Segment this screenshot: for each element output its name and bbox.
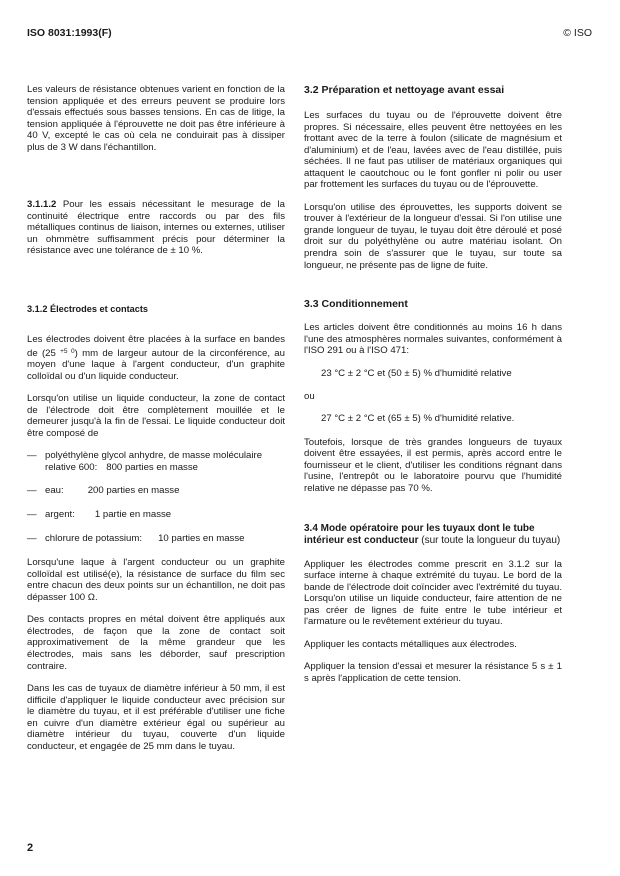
clause-number: 3.1.1.2: [27, 199, 57, 211]
diameter-paragraph: Dans les cas de tuyaux de diamètre inférieur à 50 mm, il est difficile d'appliquer le liquide conducteur avec précision sur le diamètre du tuyau, et il est préférable d'utiliser une fiche en cuivre d'un diamètre extérieur égal ou supérieur au diamètre intérieur du tuyau, couverte d'un liquide conducteur, et engagée de 25 mm dans le tuyau.: [27, 683, 285, 752]
lacquer-paragraph: Lorsqu'une laque à l'argent conducteur ou un graphite colloïdal est utilisé(e), la résistance de surface du film sec entre chacun des deux points sur un échantillon, ne doit pas dépasser 100 Ω.: [27, 557, 285, 603]
atmosphere-formula-1: 23 °C ± 2 °C et (50 ± 5) % d'humidité relative: [321, 367, 512, 379]
contacts-instruction: Appliquer les contacts métalliques aux électrodes.: [304, 638, 517, 650]
cleaning-paragraph: Les surfaces du tuyau ou de l'éprouvette doivent être propres. Si nécessaire, elles peuvent être nettoyées en les frottant avec de la terre à foulon (silicate de magnésium et d'aluminium) et de l'eau, lavées avec de l'eau distillée, puis séchées. Il ne faut pas utiliser de matériaux organiques qui attaquent le caoutchouc ou le font gonfler ni polir ou user par frottement les surfaces du tuyau ou de l'éprouvette.: [304, 110, 562, 191]
conditioning-paragraph: Les articles doivent être conditionnés au moins 16 h dans l'une des atmosphères normales suivantes, conformément à l'ISO 291 ou à l'ISO 471:: [304, 322, 562, 357]
standard-reference: ISO 8031:1993(F): [27, 27, 112, 39]
clause-3-1-1-2: [27, 199, 285, 257]
electrodes-paragraph: Les électrodes doivent être placées à la surface en bandes de (25 $^{+5 0}$) mm de largeur autour de la circonférence, au moyen d'une laque à l'argent conducteur, d'un graphite colloïdal ou d'un liquide conducteur.: [27, 334, 285, 382]
contacts-paragraph: Des contacts propres en métal doivent être appliqués aux électrodes, de façon que la zone de contact soit approximativement de la même grandeur que les électrodes, mais sans les déborder, sauf prescription contraire.: [27, 614, 285, 672]
list-item: — chlorure de potassium: 10 parties en masse: [27, 532, 245, 544]
page-number: 2: [27, 842, 34, 854]
left-column: [27, 84, 285, 752]
atmosphere-formula-2: 27 °C ± 2 °C et (65 ± 5) % d'humidité relative.: [321, 413, 515, 425]
section-heading-3-3: 3.3 Conditionnement: [304, 298, 408, 311]
liquid-paragraph: Lorsqu'on utilise un liquide conducteur, la zone de contact de l'électrode doit être complètement mouillée et le demeurer jusqu'à la fin de l'essai. Le liquide conducteur doit être composé de: [27, 393, 285, 439]
right-column: [304, 84, 562, 685]
large-lengths-paragraph: Toutefois, lorsque de très grandes longueurs de tuyaux doivent être essayées, il est permis, après accord entre le fournisseur et le client, d'utiliser les conditions régnant dans l'usine, l'entrepôt ou le laboratoire pourvu que l'humidité relative ne dépasse pas 70 %.: [304, 436, 562, 495]
section-heading-3-1-2: 3.1.2 Électrodes et contacts: [27, 304, 149, 315]
list-item: — eau: 200 parties en masse: [27, 485, 180, 497]
tolerance-superscript: +5 0: [60, 347, 75, 355]
section-heading-3-4: 3.4 Mode opératoire pour les tuyaux dont le tube intérieur est conducteur (sur toute la longueur du tuyau): [304, 522, 561, 547]
intro-paragraph: Les valeurs de résistance obtenues varient en fonction de la tension appliquée et des erreurs peuvent se produire lors d'essais effectués sous basses tensions. En cas de litige, la tension appliquée à l'éprouvette ne doit pas être inférieure à 40 V, excepté le cas où cela ne conduirait pas à dissiper plus de 3 W dans l'échantillon.: [27, 84, 285, 153]
list-item: — argent: 1 partie en masse: [27, 509, 172, 521]
clause-text: Pour les essais nécessitant le mesurage de la continuité électrique entre raccords ou par des fils métalliques continus de liaison, internes ou externes, utiliser un ohmmètre suffisamment précis pour déterminer la résistance avec une tolérance de ± 10 %.: [27, 199, 285, 257]
list-item: — polyéthylène glycol anhydre, de masse moléculaire relative 600: 800 parties en masse: [27, 450, 263, 473]
copyright-mark: © ISO: [563, 27, 592, 39]
composition-list: [27, 450, 285, 544]
or-text: ou: [304, 391, 315, 403]
supports-paragraph: Lorsqu'on utilise des éprouvettes, les supports doivent se trouver à l'extérieur de la longueur d'essai. Si l'on utilise une grande longueur de tuyau, le tuyau doit être déroulé et posé droit sur du polyéthylène ou autre matériau isolant. On prendra soin de s'assurer que le tuyau, sur toute sa longueur, ne présente pas de ligne de fuite.: [304, 201, 562, 271]
procedure-paragraph: Appliquer les électrodes comme prescrit en 3.1.2 sur la surface interne à chaque extrémité du tuyau. Le bord de la bande de l'électrode doit coïncider avec l'extrémité du tuyau. Lorsqu'on utilise un liquide conducteur, faire attention de ne pas créer de lignes de fuite entre le tube intérieur et l'armature ou le revêtement extérieur du tuyau.: [304, 558, 562, 628]
section-heading-3-2: 3.2 Préparation et nettoyage avant essai: [304, 84, 505, 96]
voltage-instruction: Appliquer la tension d'essai et mesurer la résistance 5 s ± 1 s après l'application de cette tension.: [304, 661, 562, 684]
